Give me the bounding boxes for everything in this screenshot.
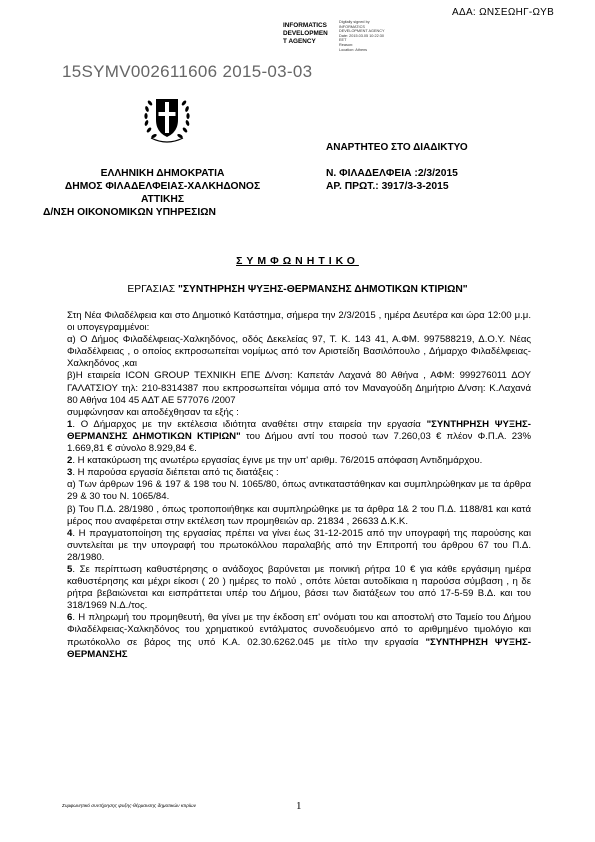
clause-text: . Σε περίπτωση καθυστέρησης ο ανάδοχος βαρύνεται με ποινική ρήτρα 10 € για κάθε εργάσιμη ημέρα καθυστέρησης και μέχρι είκοσι ( 20 ) ημέρες το πολύ , οπότε λύεται αυτοδίκαια η παρούσα σύμβαση , η δε ρήτρα βεβαιώνεται και εισπράττεται υπέρ του Δήμου, βάσει των διατάξεων του από 17-5-59 Β.Δ. και του 318/1969 Ν.Δ./τος. bbox=[67, 563, 531, 612]
clause-number: 1 bbox=[67, 418, 73, 430]
authority-line: ΔΗΜΟΣ ΦΙΛΑΔΕΛΦΕΙΑΣ-ΧΑΛΚΗΔΟΝΟΣ bbox=[64, 181, 261, 192]
page-number: 1 bbox=[296, 800, 302, 812]
protocol-number: ΑΡ. ΠΡΩΤ.: 3917/3-3-2015 bbox=[326, 181, 449, 192]
clause-text: . Η παρούσα εργασία διέπεται από τις διατάξεις : bbox=[72, 467, 279, 479]
clause-3a: α) Των άρθρων 196 & 197 & 198 του Ν. 1065/80, όπως αντικαταστάθηκαν και συμπληρώθηκαν με τα άρθρα 29 & 30 του Ν. 1065/84. bbox=[67, 479, 531, 503]
clause-work-name: "ΣΥΝΤΗΡΗΣΗ ΨΥΞΗΣ-ΘΕΡΜΑΝΣΗΣ ΔΗΜΟΤΙΚΩΝ ΚΤΙΡΙΩΝ" bbox=[67, 418, 531, 442]
coat-of-arms-icon bbox=[141, 90, 193, 146]
clause-text: . Η πραγματοποίηση της εργασίας πρέπει να γίνει έως 31-12-2015 από την υπογραφή της παρούσης και συντελείται με την υπογραφή του πρωτοκόλλου παραλαβής από την Επιτροπή του άρθρου 67 του Π.Δ. 28/1980. bbox=[67, 527, 531, 563]
clause-text: . Ο Δήμαρχος με την εκτέλεσια ιδιότητα αναθέτει στην εταιρεία την εργασία bbox=[72, 418, 427, 430]
document-id: 15SYMV002611606 2015-03-03 bbox=[62, 62, 313, 81]
clause-6 bbox=[67, 612, 531, 660]
publication-note: ΑΝΑΡΤΗΤΕΟ ΣΤΟ ΔΙΑΔΙΚΤΥΟ bbox=[326, 142, 468, 153]
clause-number: 2 bbox=[67, 455, 73, 467]
authority-line: ΑΤΤΙΚΗΣ bbox=[140, 194, 185, 205]
place-date: Ν. ΦΙΛΑΔΕΛΦΕΙΑ :2/3/2015 bbox=[326, 168, 458, 179]
signature-org-line: T AGENCY bbox=[283, 38, 316, 46]
document-subtitle bbox=[0, 284, 595, 295]
agreed-paragraph: συμφώνησαν και αποδέχθησαν τα εξής : bbox=[67, 406, 239, 418]
issuing-authority bbox=[40, 167, 285, 219]
signature-meta-line: DEVELOPMENT AGENCY bbox=[339, 29, 385, 34]
signature-meta-line: INFORMATICS bbox=[339, 24, 365, 29]
agreement-body bbox=[67, 310, 531, 661]
ada-code: ΑΔΑ: ΩΝΣΕΩΗΓ-ΩΥΒ bbox=[452, 7, 555, 18]
subtitle-prefix: ΕΡΓΑΣΙΑΣ bbox=[127, 284, 178, 295]
authority-line: ΕΛΛΗΝΙΚΗ ΔΗΜΟΚΡΑΤΙΑ bbox=[100, 168, 225, 179]
clause-4 bbox=[67, 528, 531, 564]
footer-note: Συμφωνητικό συντήρησης ψυξης-θέρμανσης δημοτικών κτιρίων bbox=[62, 804, 197, 809]
authority-line: Δ/ΝΣΗ ΟΙΚΟΝΟΜΙΚΩΝ ΥΠΗΡΕΣΙΩΝ bbox=[43, 207, 216, 218]
clause-3b: β) Του Π.Δ. 28/1980 , όπως τροποποιήθηκε και συμπληρώθηκε με τα άρθρα 1& 2 του Π.Δ. 1188/81 και κατά μέρος που αναφέρεται στην εκτέλεση των προμηθειών αρ. 21834 , 26633 Δ.Κ.Κ. bbox=[67, 503, 531, 527]
clause-5 bbox=[67, 564, 531, 612]
signature-stamp-meta bbox=[339, 20, 385, 52]
signature-org-line: DEVELOPMEN bbox=[283, 30, 328, 38]
clause-number: 5 bbox=[67, 563, 73, 575]
signature-meta-line: Reason: bbox=[339, 42, 354, 47]
signature-stamp-org bbox=[283, 22, 328, 47]
signature-meta-line: EET bbox=[339, 38, 347, 43]
clause-work-name: "ΣΥΝΤΗΡΗΣΗ ΨΥΞΗΣ-ΘΕΡΜΑΝΣΗΣ bbox=[67, 636, 531, 660]
signature-org-line: INFORMATICS bbox=[283, 22, 327, 29]
clause-number: 3 bbox=[67, 467, 73, 479]
signature-meta-line: Date: 2015.03.05 10:22:30 bbox=[339, 33, 384, 38]
clause-text: . Η πληρωμή του προμηθευτή, θα γίνει με την έκδοση επ' ονόματι του και αποστολή στο Ταμείο του Δήμου Φιλαδέλφειας-Χαλκηδόνος του χρηματικού εντάλματος συνοδευόμενο από το αριθμημένο τιμολόγιο και πρωτόκολλο σε βάρος της υπό Κ.Α. 02.30.6262.045 με τίτλο την εργασία bbox=[67, 612, 531, 648]
signature-meta-line: Location: Athens bbox=[339, 47, 368, 52]
clause-text: . Η κατακύρωση της ανωτέρω εργασίας έγινε με την υπ' αριθμ. 76/2015 απόφαση Αντιδημάρχου. bbox=[72, 455, 483, 467]
clause-number: 6 bbox=[67, 612, 73, 624]
clause-2 bbox=[67, 455, 531, 467]
signature-meta-line: Digitally signed by bbox=[339, 20, 370, 24]
party-b-paragraph: β)Η εταιρεία ICON GROUP ΤΕΧΝΙΚΗ ΕΠΕ Δ/νση: Καπετάν Λαχανά 80 Αθήνα , ΑΦΜ: 999276011 ΔΟΥ ΓΑΛΑΤΣΙΟΥ τηλ: 210-8314387 που εκπροσωπείται νόμιμα από τον Μαναγούδη Δημήτριο Δ/νση: Κ.Λαχανά 80 Αθήνα 104 45 ΑΔΤ ΑΕ 577076 /2007 bbox=[67, 370, 531, 406]
intro-paragraph: Στη Νέα Φιλαδέλφεια και στο Δημοτικό Κατάστημα, σήμερα την 2/3/2015 , ημέρα Δευτέρα και ώρα 12:00 μ.μ. οι υπογεγραμμένοι: bbox=[67, 310, 531, 334]
clause-number: 4 bbox=[67, 527, 73, 539]
subtitle-work-name: "ΣΥΝΤΗΡΗΣΗ ΨΥΞΗΣ-ΘΕΡΜΑΝΣΗΣ ΔΗΜΟΤΙΚΩΝ ΚΤΙΡΙΩΝ" bbox=[177, 284, 468, 295]
party-a-paragraph: α) Ο Δήμος Φιλαδέλφειας-Χαλκηδόνος, οδός Δεκελείας 97, Τ. Κ. 143 41, Α.ΦΜ. 997588219, Δ.Ο.Υ. Νέας Φιλαδέλφειας , ο οποίος εκπροσωπείται νομίμως από τον Αριστείδη Βασιλόπουλο , Δήμαρχο Φιλαδέλφειας-Χαλκηδόνος ,και bbox=[67, 334, 531, 370]
clause-1 bbox=[67, 419, 531, 455]
document-title: ΣΥΜΦΩΝΗΤΙΚΟ bbox=[236, 255, 359, 267]
reference-block bbox=[326, 167, 458, 193]
clause-text: του Δήμου αντί του ποσού των 7.260,03 € πλέον Φ.Π.Α. 23% 1.669,81 € σύνολο 8.929,84 €. bbox=[67, 430, 531, 455]
clause-3 bbox=[67, 467, 531, 479]
